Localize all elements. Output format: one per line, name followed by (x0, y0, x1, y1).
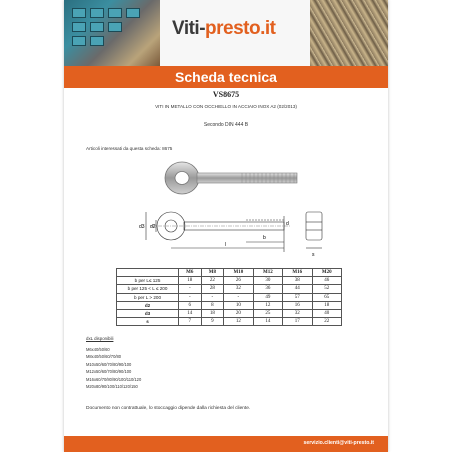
row-label: s (117, 318, 179, 326)
table-cell: - (179, 293, 202, 301)
list-item: M10x50/60/70/80/90/100 (86, 361, 132, 367)
row-label: d2 (117, 301, 179, 309)
table-header-cell: M12 (253, 269, 282, 277)
table-cell: 36 (253, 285, 282, 293)
table-cell: 12 (253, 301, 282, 309)
table-cell: 65 (312, 293, 341, 301)
table-cell: 32 (224, 285, 253, 293)
technical-drawing (126, 196, 336, 262)
table-header-cell: M8 (201, 269, 224, 277)
table-cell: 18 (312, 301, 341, 309)
table-row (117, 277, 342, 285)
table-cell: 16 (283, 301, 312, 309)
table-cell: - (179, 285, 202, 293)
title-banner: Scheda tecnica (64, 66, 388, 88)
label-l: l (225, 242, 227, 248)
footer-bar (64, 436, 388, 452)
label-s: s (312, 252, 315, 258)
table-cell: 22 (312, 318, 341, 326)
product-code: VS8675 (212, 90, 240, 99)
table-cell: - (201, 293, 224, 301)
table-header-cell: M20 (312, 269, 341, 277)
table-header-row (117, 269, 342, 277)
logo-area (160, 0, 310, 66)
table-cell: - (224, 293, 253, 301)
table-header-cell (117, 269, 179, 277)
table-cell: 8 (201, 301, 224, 309)
footer-email-link[interactable]: servizio.clienti@viti-presto.it (303, 440, 374, 446)
table-row (117, 309, 342, 317)
table-cell: 28 (201, 285, 224, 293)
table-cell: 17 (283, 318, 312, 326)
list-item: M20x80/90/100/110/120/150 (86, 384, 138, 390)
brand-logo (172, 18, 276, 40)
header-photo-tools (64, 0, 160, 66)
table-header-cell: M10 (224, 269, 253, 277)
product-description: VITI IN METALLO CON OCCHIELLO IN ACCIAIO INOX A2 (02/2013) (155, 104, 297, 109)
table-cell: 18 (201, 309, 224, 317)
list-item: M8x40/50/60/70/80 (86, 354, 122, 360)
table-cell: 14 (253, 318, 282, 326)
table-header-cell: M6 (179, 269, 202, 277)
table-cell: 20 (224, 309, 253, 317)
dimensions-table (116, 268, 342, 326)
label-d2: d2 (150, 224, 156, 230)
table-cell: 30 (253, 277, 282, 285)
table-cell: 18 (179, 277, 202, 285)
table-cell: 32 (283, 309, 312, 317)
header (64, 0, 388, 66)
table-cell: 49 (253, 293, 282, 301)
table-cell: 25 (253, 309, 282, 317)
datasheet-page (64, 0, 388, 452)
table-cell: 9 (201, 318, 224, 326)
table-cell: 26 (224, 277, 253, 285)
logo-part-2: presto.it (205, 18, 276, 39)
header-photo-screws (310, 0, 388, 66)
table-cell: 22 (201, 277, 224, 285)
list-item: M16x60/70/80/90/100/110/120 (86, 376, 142, 382)
row-label: b per 125 < L ≤ 200 (117, 285, 179, 293)
table-cell: 14 (179, 309, 202, 317)
table-cell: 57 (283, 293, 312, 301)
logo-part-1: Viti- (172, 18, 206, 39)
label-d3: d3 (139, 224, 145, 230)
articles-note: Articoli interessati da questa scheda: 8675 (86, 146, 173, 151)
table-row (117, 285, 342, 293)
table-cell: 52 (312, 285, 341, 293)
row-label: b per L > 200 (117, 293, 179, 301)
table-cell: 7 (179, 318, 202, 326)
availability-list (86, 346, 141, 390)
list-item: M12x50/60/70/80/90/100 (86, 369, 132, 375)
table-cell: 10 (224, 301, 253, 309)
list-item: M6x40/50/60 (86, 347, 110, 352)
row-label: b per L≤ 125 (117, 277, 179, 285)
row-label: d3 (117, 309, 179, 317)
table-cell: 38 (283, 277, 312, 285)
table-header-cell: M16 (283, 269, 312, 277)
table-cell: 46 (312, 277, 341, 285)
bolt-photo (162, 158, 302, 198)
availability-title: dxL disponibili (86, 336, 114, 341)
label-b: b (263, 235, 266, 241)
table-cell: 12 (224, 318, 253, 326)
table-cell: 6 (179, 301, 202, 309)
product-norm: Secondo DIN 444 B (203, 122, 249, 128)
disclaimer-text: Documento non contrattuale, lo stoccaggio dipende dalla richiesta del cliente. (86, 406, 251, 411)
table-row (117, 301, 342, 309)
table-cell: 40 (312, 309, 341, 317)
table-row (117, 293, 342, 301)
label-d: d (286, 221, 289, 227)
table-row (117, 318, 342, 326)
table-cell: 44 (283, 285, 312, 293)
